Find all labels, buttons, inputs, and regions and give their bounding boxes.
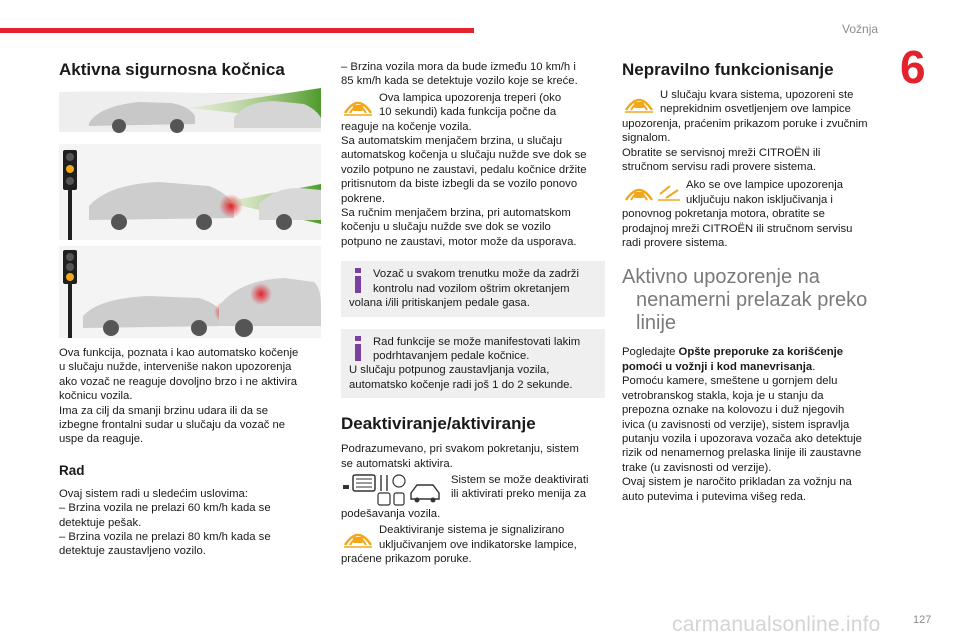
malfunction-warning-lamp-icon bbox=[622, 88, 656, 114]
indicator-text-line: praćene prikazom poruke. bbox=[341, 553, 472, 566]
note-line: Rad funkcije se može manifestovati lakim bbox=[373, 335, 581, 348]
warning-text-line: Ova lampica upozorenja treperi (oko bbox=[379, 91, 562, 104]
indicator-text-line: Deaktiviranje sistema je signalizirano bbox=[379, 524, 565, 537]
watermark: carmanualsonline.info bbox=[672, 613, 881, 636]
deactivation-indicator-block bbox=[341, 523, 605, 566]
section-title-lane-departure bbox=[622, 266, 892, 335]
section-title-deactivation: Deaktiviranje/aktiviranje bbox=[341, 414, 536, 434]
body-line: prepozna oznake na kolovozu i duž njegovih bbox=[622, 404, 845, 417]
malfunction-line: stručnom servisu radi provere sistema. bbox=[622, 161, 816, 174]
reference-link-title[interactable]: Opšte preporuke za korišćenje bbox=[678, 346, 844, 359]
intro-line: u slučaju nužde, interveniše nakon upozorenja bbox=[59, 361, 292, 374]
note-line: kontrolu nad vozilom oštrim okretanjem bbox=[373, 282, 570, 295]
body-line: rizik od nenamernog prelaska linije ili zaustavne bbox=[622, 447, 862, 460]
subsection-title-rad: Rad bbox=[59, 462, 85, 478]
speed-condition-line: 85 km/h kada se detektuje vozilo koje se kreće. bbox=[341, 75, 578, 88]
info-note-driver-control bbox=[341, 261, 605, 316]
settings-icons-group bbox=[341, 473, 447, 507]
deactivation-line: Podrazumevano, pri svakom pokretanju, sistem bbox=[341, 443, 579, 456]
reference-link-title[interactable]: pomoći u vožnji i kod manevrisanja bbox=[622, 360, 813, 373]
illustration-car-detection bbox=[59, 88, 321, 138]
malfunction-lamp-block bbox=[622, 88, 892, 174]
warning-text-line: reaguje na kočenje vozila. bbox=[341, 120, 472, 133]
body-line: automatskog kočenja u slučaju nužde sve dok se bbox=[341, 149, 587, 162]
settings-text-line: ili aktivirati preko menija za bbox=[451, 488, 586, 501]
chapter-number: 6 bbox=[900, 41, 926, 93]
body-line: pokrene. bbox=[341, 192, 385, 205]
column-1 bbox=[59, 60, 321, 559]
illustration-traffic-light-braking bbox=[59, 144, 321, 240]
restart-line: Ako se ove lampice upozorenja bbox=[686, 179, 843, 192]
malfunction-line: U slučaju kvara sistema, upozoreni ste bbox=[660, 89, 854, 101]
collision-warning-lamp-icon bbox=[341, 91, 375, 117]
restart-line: ponovnog pokretanja motora, obratite se bbox=[622, 208, 825, 221]
restart-line: uključuju nakon isključivanja i bbox=[686, 193, 833, 206]
body-line: vetrobranskog stakla, koja je u stanju da bbox=[622, 389, 824, 402]
body-line: kočenju u slučaju nužde sve dok se vozilo bbox=[341, 221, 551, 234]
note-line: Vozač u svakom trenutku može da zadrži bbox=[373, 268, 579, 281]
malfunction-line: neprekidnim osvetljenjem ove lampice bbox=[660, 103, 851, 116]
malfunction-line: upozorenja, praćenim prikazom poruke i zvučnim bbox=[622, 117, 868, 130]
lane-departure-paragraph bbox=[622, 374, 892, 504]
restart-line: radi provere sistema. bbox=[622, 237, 728, 250]
note-line: podrhtavanjem pedale kočnice. bbox=[373, 349, 530, 362]
reference-suffix: . bbox=[812, 360, 816, 373]
body-line: ivica (u zavisnosti od verzije), sistem ispravlja bbox=[622, 418, 850, 431]
rad-paragraph bbox=[59, 487, 321, 559]
title-line: nenamerni prelazak preko bbox=[636, 289, 868, 312]
restart-line: prodajnoj mreži CITROËN ili stručnom servisu bbox=[622, 222, 853, 235]
reference-line bbox=[622, 345, 892, 359]
header-red-bar bbox=[0, 28, 474, 33]
note-line: automatsko kočenje radi još 1 do 2 sekunde. bbox=[349, 378, 573, 391]
warning-lamp-flash-block bbox=[341, 91, 605, 134]
rad-line: – Brzina vozila ne prelazi 80 km/h kada se bbox=[59, 531, 271, 544]
settings-text-line: podešavanja vozila. bbox=[341, 507, 441, 520]
intro-line: ako vozač ne reaguje dovoljno brzo i ne aktivira bbox=[59, 375, 298, 388]
system-off-lamp-icon bbox=[341, 523, 375, 549]
body-line: Sa ručnim menjačem brzina, pri automatskom bbox=[341, 207, 571, 220]
malfunction-lamps-restart-block bbox=[622, 178, 892, 250]
body-line: pritisnutom da biste izbegli da se vozilo ponovo bbox=[341, 178, 578, 191]
note-line: volana i/ili pritiskanjem pedale gasa. bbox=[349, 297, 530, 310]
rad-line: – Brzina vozila ne prelazi 60 km/h kada se bbox=[59, 502, 271, 515]
indicator-text-line: uključivanjem ove indikatorske lampice, bbox=[379, 538, 577, 551]
intro-line: Ima za cilj da smanji brzinu udara ili da se bbox=[59, 404, 269, 417]
body-line: Sa automatskim menjačem brzina, u slučaju bbox=[341, 135, 563, 148]
intro-line: Ova funkcija, poznata i kao automatsko kočenje bbox=[59, 347, 299, 359]
body-line: Ovaj sistem je naročito prikladan za vožnju na bbox=[622, 476, 852, 489]
intro-line: uspe da reaguje. bbox=[59, 433, 144, 446]
malfunction-line: signalom. bbox=[622, 132, 671, 145]
title-line: Aktivno upozorenje na bbox=[622, 266, 820, 289]
malfunction-line: Obratite se servisnoj mreži CITROËN ili bbox=[622, 146, 821, 159]
illustration-stopped-car bbox=[59, 246, 321, 338]
speed-condition-line: – Brzina vozila mora da bude između 10 km/h i bbox=[341, 61, 576, 73]
car-driving-icon bbox=[411, 485, 439, 503]
intro-line: izbegne frontalni sudar u slučaju da vozač ne bbox=[59, 419, 286, 432]
body-line: trake (u zavisnosti od verzije). bbox=[622, 461, 772, 474]
rad-line: detektuje zaustavljeno vozilo. bbox=[59, 545, 206, 558]
intro-paragraph bbox=[59, 346, 321, 447]
rad-line: detektuje pešak. bbox=[59, 516, 142, 529]
section-name: Vožnja bbox=[842, 22, 879, 36]
info-icon bbox=[349, 335, 367, 363]
body-line: potpuno ne zaustavi, motor može da usporava. bbox=[341, 235, 577, 248]
touchscreen-icon bbox=[343, 475, 375, 491]
reference-prefix: Pogledajte bbox=[622, 346, 679, 359]
body-line: auto putevima i putevima višeg reda. bbox=[622, 490, 806, 503]
column-2 bbox=[341, 60, 605, 567]
note-line: U slučaju potpunog zaustavljanja vozila, bbox=[349, 364, 550, 377]
section-title-malfunction: Nepravilno funkcionisanje bbox=[622, 60, 834, 79]
column-3 bbox=[622, 60, 892, 504]
warning-lamps-pair-icon bbox=[622, 178, 682, 204]
info-icon bbox=[349, 267, 367, 295]
settings-text-line: Sistem se može deaktivirati bbox=[451, 473, 589, 486]
body-line: vozilo potpuno ne zaustavi, pedalu kočnice držite bbox=[341, 163, 587, 176]
rad-line: Ovaj sistem radi u sledećim uslovima: bbox=[59, 487, 248, 500]
warning-text-line: 10 sekundi) kada funkcija počne da bbox=[379, 106, 557, 119]
gearbox-paragraph bbox=[341, 134, 605, 249]
deactivation-line: se automatski aktivira. bbox=[341, 457, 453, 470]
body-line: putanju vozila i upozorava vozača ako detektuje bbox=[622, 432, 862, 445]
page-number: 127 bbox=[913, 614, 932, 626]
section-title-active-safety-brake: Aktivna sigurnosna kočnica bbox=[59, 60, 285, 79]
title-line: linije bbox=[636, 312, 677, 335]
body-line: Pomoću kamere, smeštene u gornjem delu bbox=[622, 375, 838, 388]
info-note-brake-pedal bbox=[341, 329, 605, 399]
reference-line bbox=[622, 360, 892, 374]
settings-menu-block bbox=[341, 473, 605, 521]
intro-line: kočnicu vozila. bbox=[59, 390, 133, 403]
car-settings-icon bbox=[378, 475, 405, 505]
